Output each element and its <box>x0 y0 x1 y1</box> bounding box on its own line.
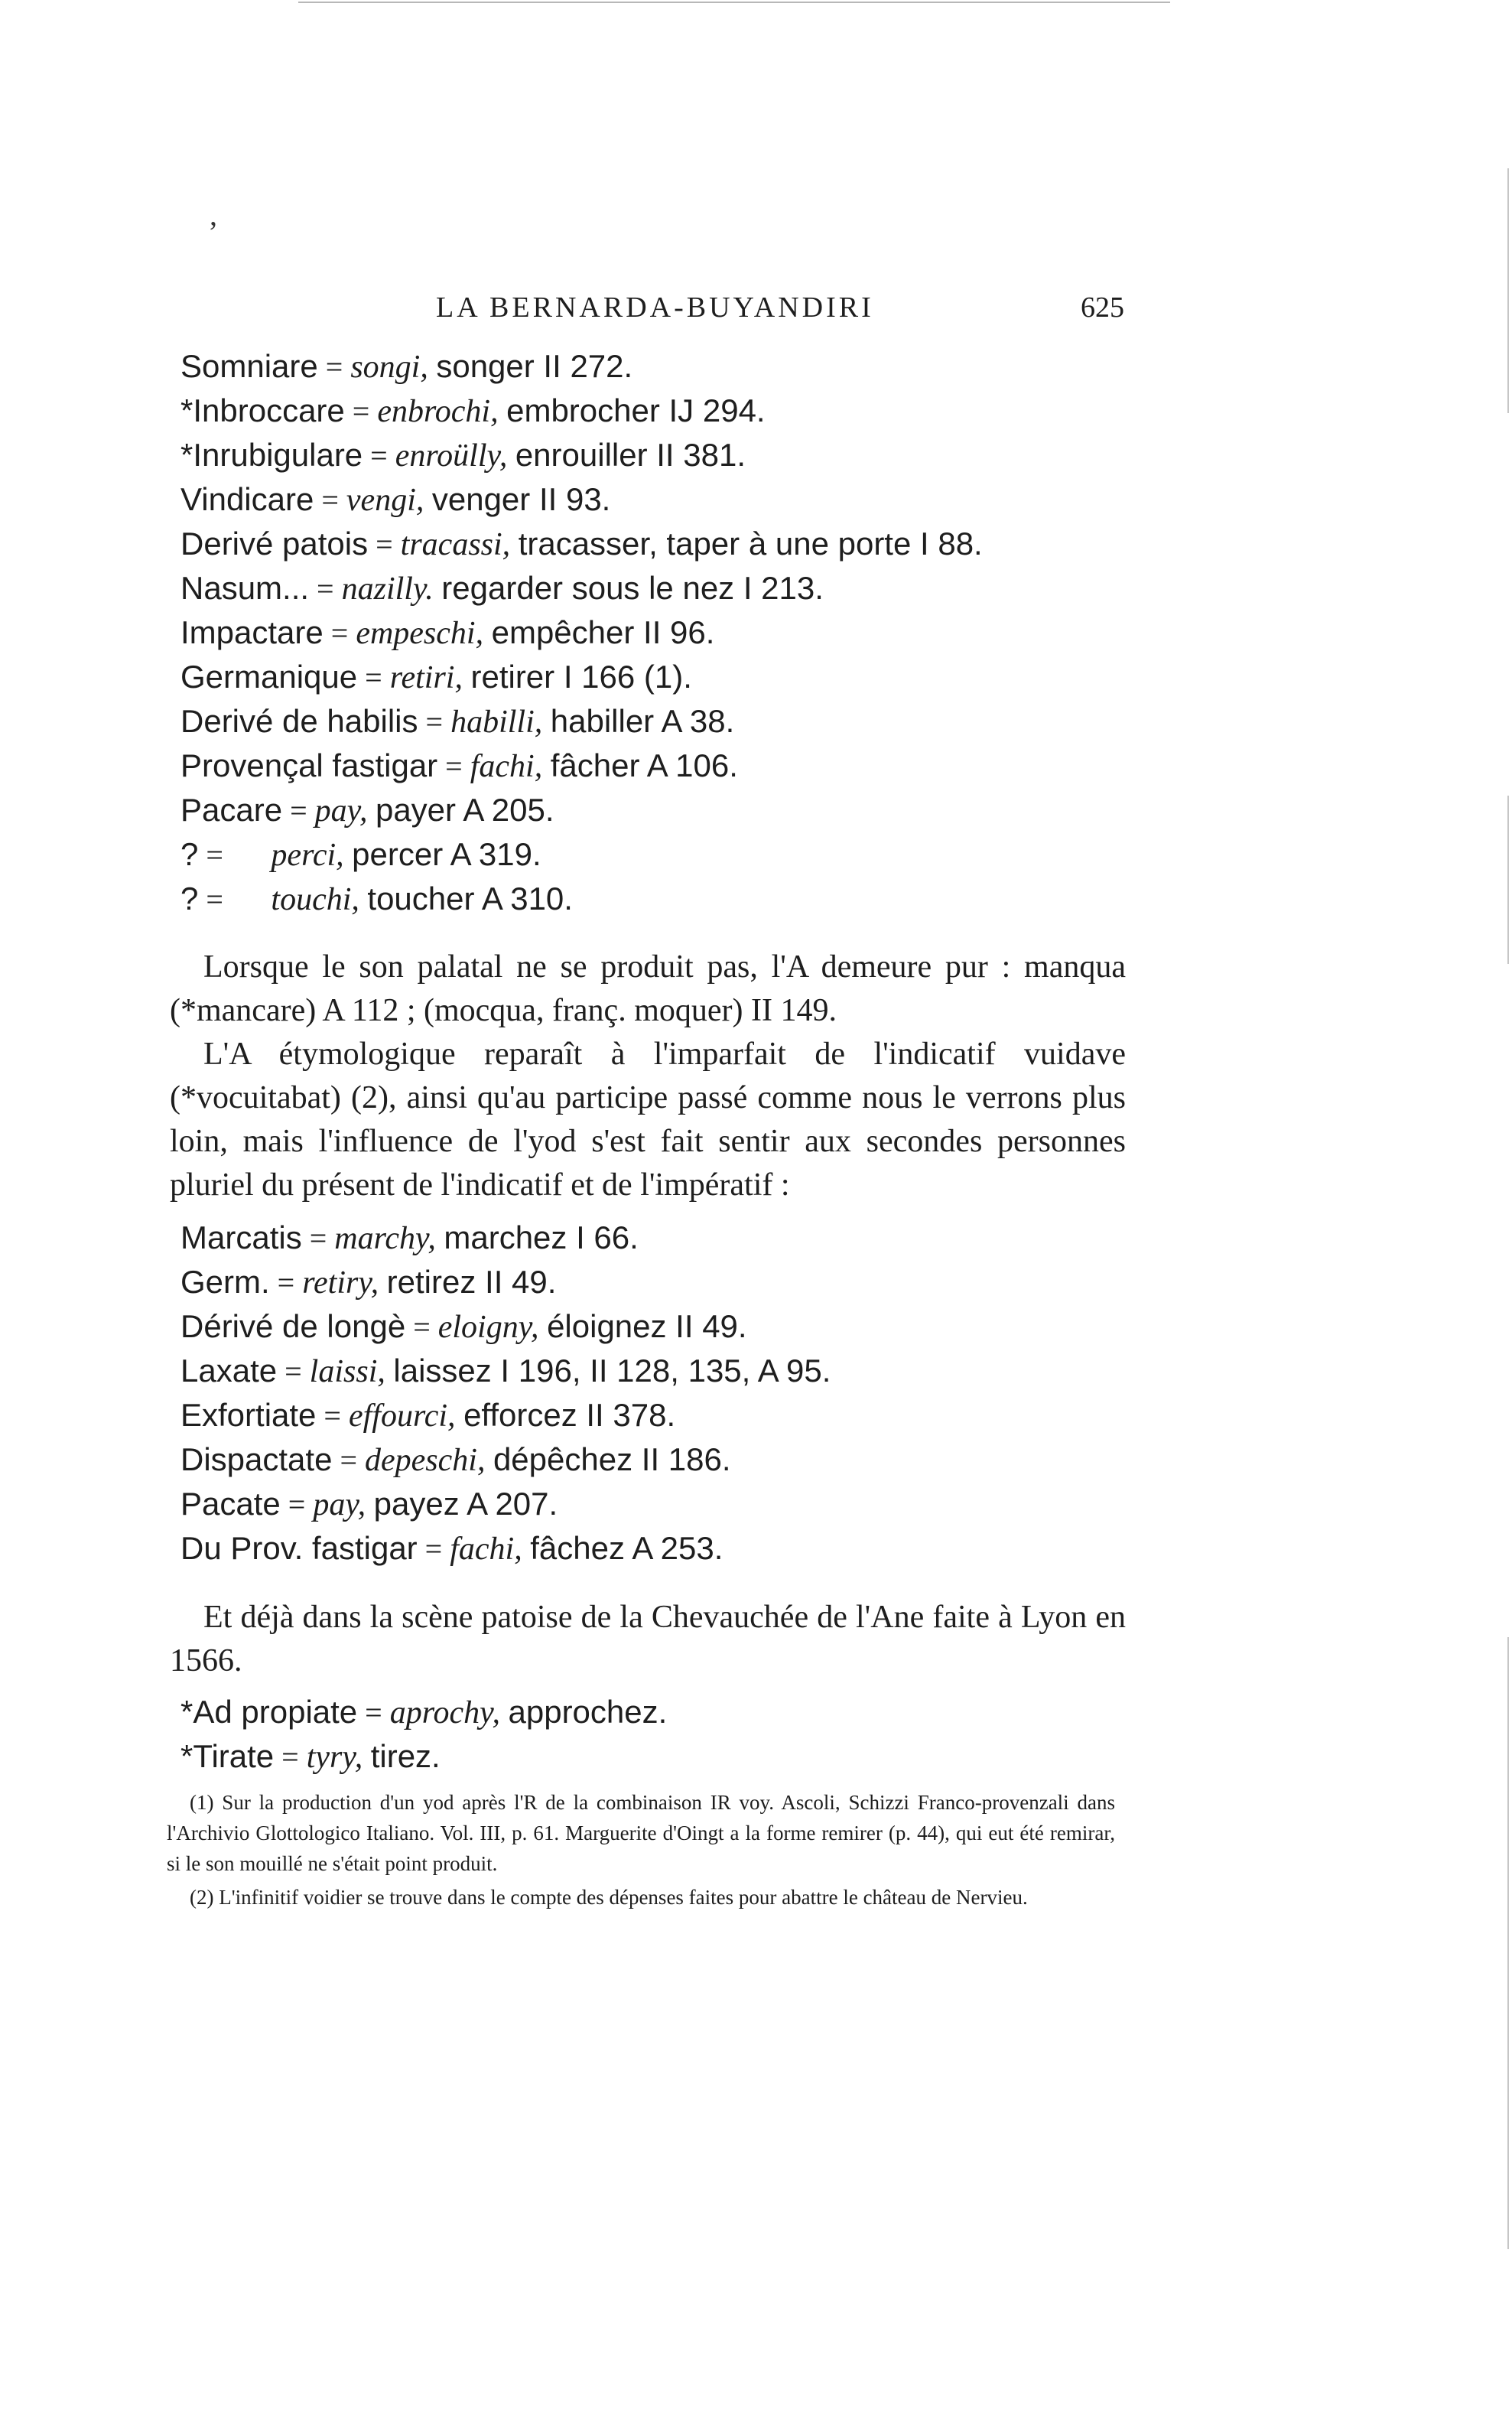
footnote: (2) L'infinitif voidier se trouve dans le compte des dépenses faites pour abattre le château de Nervieu. <box>190 1886 1028 1909</box>
gloss-line: Du Prov. fastigar = fachi, fâchez A 253. <box>180 1530 723 1567</box>
gloss-line: Somniare = songi, songer II 272. <box>180 348 633 385</box>
scan-edge-mark <box>1507 168 1509 413</box>
ink-speck: ʼ <box>208 215 219 249</box>
gloss-line: Marcatis = marchy, marchez I 66. <box>180 1219 639 1256</box>
scan-edge-mark <box>1507 796 1509 964</box>
page-number: 625 <box>1081 291 1124 324</box>
top-scan-line <box>298 2 1170 3</box>
scan-edge-mark <box>1507 1637 1509 2249</box>
gloss-line: Derivé de habilis = habilli, habiller A 38. <box>180 703 735 740</box>
gloss-line: Vindicare = vengi, venger II 93. <box>180 481 611 518</box>
gloss-line: *Ad propiate = aprochy, approchez. <box>180 1694 668 1730</box>
gloss-line: Nasum... = nazilly. regarder sous le nez I 213. <box>180 570 824 607</box>
paragraph: Lorsque le son palatal ne se produit pas, l'A demeure pur : manqua (*mancare) A 112 ; (mocqua, franç. moquer) II 149. L'A étymologique reparaît à l'imparfait de l'indicatif vuidave (*vocuitabat) (2), ainsi qu'au participe passé comme nous le verrons plus loin, mais l'influence de l'yod s'est fait sentir aux secondes personnes pluriel du présent de l'indicatif et de l'impératif : <box>170 949 1126 1203</box>
gloss-line: Pacare = pay, payer A 205. <box>180 792 554 829</box>
gloss-line: *Tirate = tyry, tirez. <box>180 1738 441 1775</box>
gloss-line: Provençal fastigar = fachi, fâcher A 106. <box>180 747 738 784</box>
gloss-line: Dispactate = depeschi, dépêchez II 186. <box>180 1441 731 1478</box>
gloss-line: *Inbroccare = enbrochi, embrocher IJ 294. <box>180 392 766 429</box>
gloss-line: ? = touchi, toucher A 310. <box>180 881 573 917</box>
gloss-line: Impactare = empeschi, empêcher II 96. <box>180 614 715 651</box>
gloss-line: Germ. = retiry, retirez II 49. <box>180 1264 557 1301</box>
page-header <box>176 285 1124 330</box>
gloss-line: Derivé patois = tracassi, tracasser, taper à une porte I 88. <box>180 526 983 562</box>
gloss-line: Exfortiate = effourci, efforcez II 378. <box>180 1397 676 1434</box>
gloss-line: *Inrubigulare = enroülly, enrouiller II 381. <box>180 437 746 474</box>
gloss-line: Pacate = pay, payez A 207. <box>180 1486 558 1522</box>
running-title: LA BERNARDA-BUYANDIRI <box>436 291 874 324</box>
gloss-line: ? = perci, percer A 319. <box>180 836 541 873</box>
gloss-line: Dérivé de longè = eloigny, éloignez II 49. <box>180 1308 747 1345</box>
gloss-line: Laxate = laissi, laissez I 196, II 128, 135, A 95. <box>180 1353 831 1389</box>
paragraph: Et déjà dans la scène patoise de la Chevauchée de l'Ane faite à Lyon en 1566. <box>170 1600 1126 1678</box>
gloss-line: Germanique = retiri, retirer I 166 (1). <box>180 659 692 695</box>
footnotes <box>167 1787 1115 1916</box>
footnote: (1) Sur la production d'un yod après l'R de la combinaison IR voy. Ascoli, Schizzi Franco-provenzali dans l'Archivio Glottologico Italiano. Vol. III, p. 61. Marguerite d'Oingt a la forme remirer (p. 44), qui eut été remirar, si le son mouillé ne s'était point produit. <box>167 1791 1115 1875</box>
